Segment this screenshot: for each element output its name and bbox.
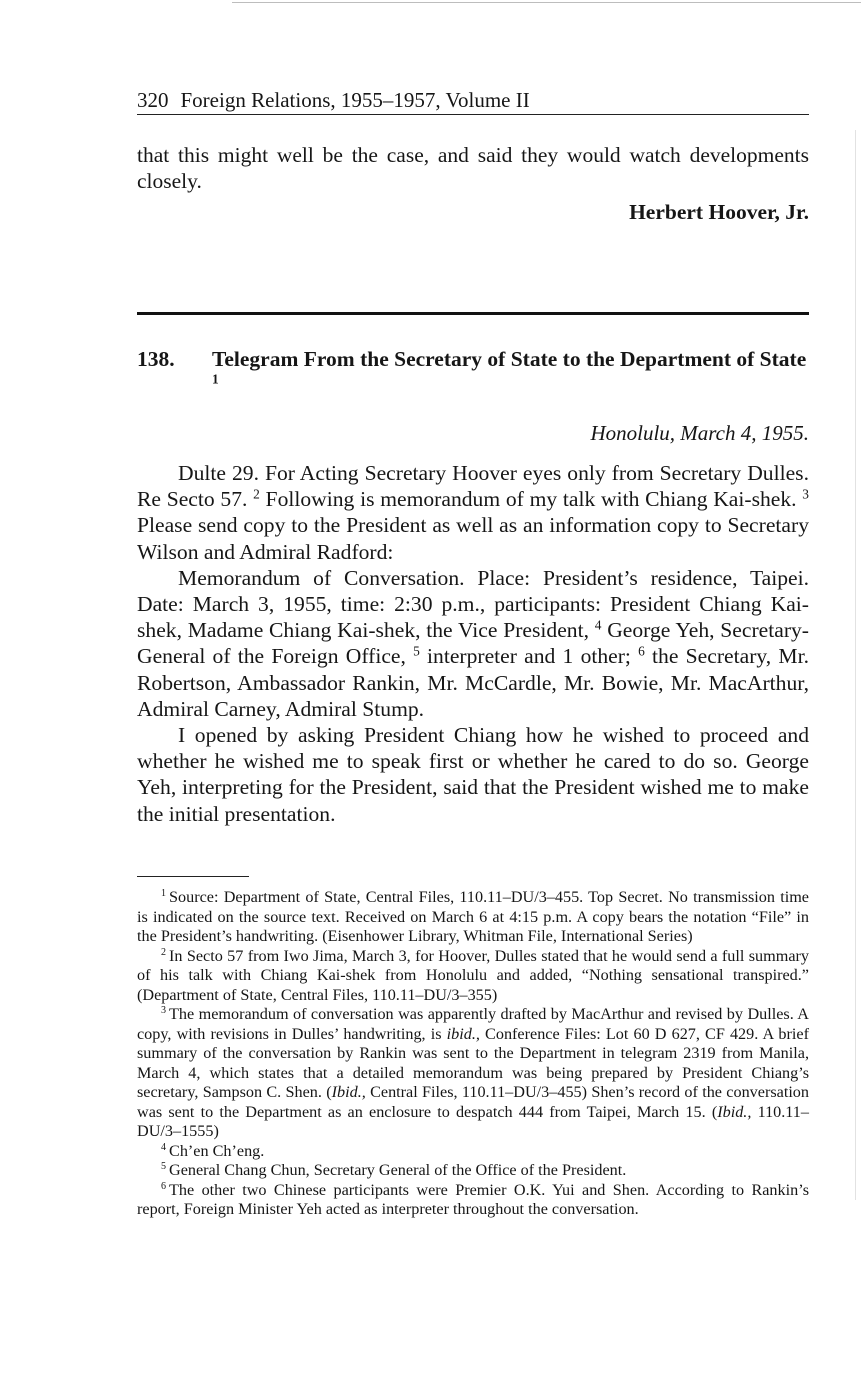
footnotes — [137, 888, 809, 1220]
footnote: $^4$ Ch’en Ch’eng. — [161, 1141, 265, 1160]
scan-edge-line — [232, 2, 861, 3]
page-number: 320 — [137, 88, 169, 112]
footnote: $^6$ The other two Chinese participants were Premier O.K. Yui and Shen. According to Rankin’s report, Foreign Minister Yeh acted as interpreter throughout the conversation. — [137, 1180, 809, 1218]
document-number: 138. — [137, 347, 175, 371]
footnote: $^5$ General Chang Chun, Secretary General of the Office of the President. — [161, 1161, 627, 1179]
continuation-paragraph: that this might well be the case, and said they would watch developments closely. — [137, 143, 809, 193]
footnote-ref: 5 — [413, 644, 420, 660]
section-divider — [137, 312, 809, 315]
footnote-ref: 3 — [802, 486, 809, 502]
footnote-mark: 4 — [161, 1141, 167, 1153]
footnote-ref: 4 — [594, 617, 602, 633]
footnote-ref: 1 — [212, 371, 219, 387]
scan-edge-line — [855, 130, 856, 1200]
document-body — [137, 460, 809, 827]
document-title-text: Telegram From the Secretary of State to the Department of State — [212, 347, 807, 371]
body-paragraph: I opened by asking President Chiang how he wished to proceed and whether he wished me to speak first or whether he cared to do so. George Yeh, interpreting for the President, said that the President wished me to make the initial presentation. — [137, 723, 809, 826]
body-paragraph: Dulte 29. For Acting Secretary Hoover eyes only from Secretary Dulles. Re Secto 57. $^2$ Following is memorandum of my talk with Chiang Kai-shek. $^3$ Please send copy to the President as well as an information copy to Secretary Wilson and Admiral Radford: — [137, 461, 809, 564]
footnote: $^3$ The memorandum of conversation was apparently drafted by MacArthur and revised by Dulles. A copy, with revisions in Dulles’ handwriting, is ibid., Conference Files: Lot 60 D 627, CF 429. A brief summary of the conversation by Rankin was sent to the Department in telegram 2319 from Manila, March 4, which states that a detailed memorandum was being prepared by President Chiang’s secretary, Sampson C. Shen. (Ibid., Central Files, 110.11–DU/3–455) Shen’s record of the conversation was sent to the Department as an enclosure to despatch 444 from Taipei, March 15. (Ibid., 110.11–DU/3–1555) — [137, 1005, 809, 1140]
document-title — [212, 347, 809, 397]
footnote-mark: 5 — [161, 1161, 167, 1173]
footnote-ref: 2 — [253, 486, 260, 502]
body-paragraph: Memorandum of Conversation. Place: President’s residence, Taipei. Date: March 3, 1955, time: 2:30 p.m., participants: President Chiang Kai-shek, Madame Chiang Kai-shek, the Vice President, $^4$ George Yeh, Secretary-General of the Foreign Office, $^5$ interpreter and 1 other; $^6$ the Secretary, Mr. Robertson, Ambassador Rankin, Mr. McCardle, Mr. Bowie, Mr. MacArthur, Admiral Carney, Admiral Stump. — [137, 565, 809, 721]
footnote-mark: 2 — [161, 946, 167, 958]
signature: Herbert Hoover, Jr. — [629, 200, 809, 224]
footnote-divider — [137, 876, 249, 877]
dateline: Honolulu, March 4, 1955. — [590, 421, 809, 445]
footnote-mark: 1 — [161, 888, 167, 900]
footnote: $^2$ In Secto 57 from Iwo Jima, March 3, for Hoover, Dulles stated that he would send a full summary of his talk with Chiang Kai-shek from Honolulu and added, “Nothing sensational transpired.” (Department of State, Central Files, 110.11–DU/3–355) — [137, 946, 809, 1004]
footnote: $^1$ Source: Department of State, Central Files, 110.11–DU/3–455. Top Secret. No transmission time is indicated on the source text. Received on March 6 at 4:15 p.m. A copy bears the notation “File” in the President’s handwriting. (Eisenhower Library, Whitman File, International Series) — [137, 888, 809, 945]
footnote-ref: 6 — [638, 644, 645, 660]
footnote-mark: 3 — [161, 1005, 167, 1017]
footnote-mark: 6 — [161, 1180, 167, 1192]
running-header — [137, 87, 809, 115]
volume-title: Foreign Relations, 1955–1957, Volume II — [180, 88, 530, 112]
